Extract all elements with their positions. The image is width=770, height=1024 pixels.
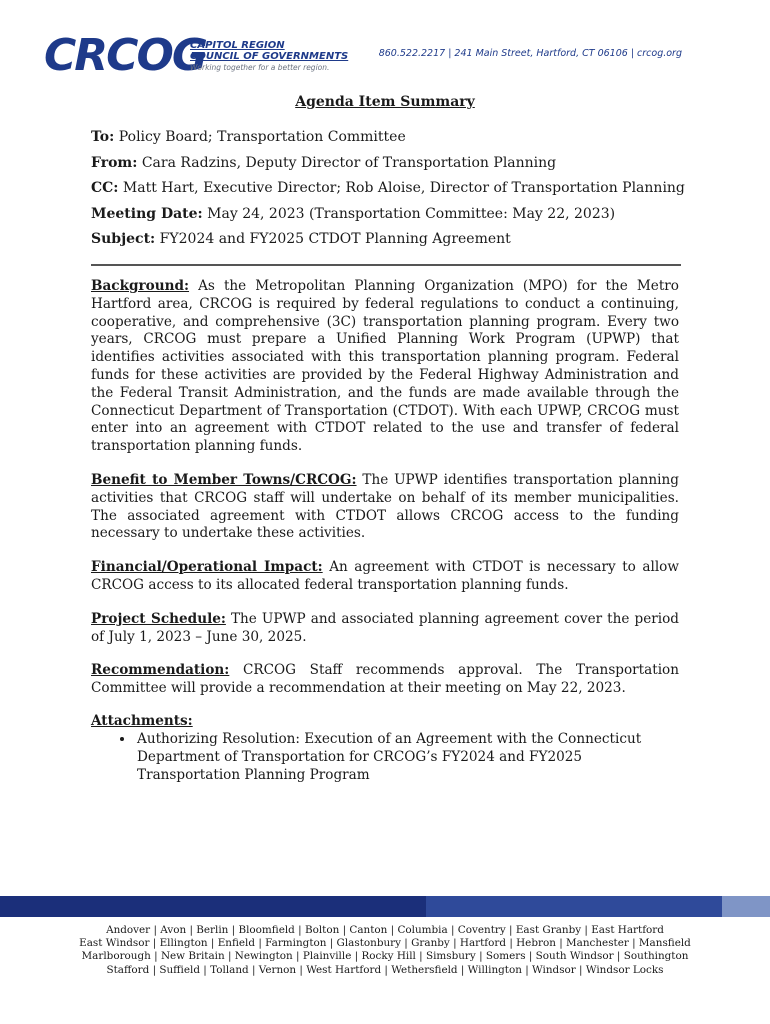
meta-label: Meeting Date:: [91, 205, 203, 222]
section-text: The UPWP identifies transportation planning activities that CRCOG staff will undertake on behalf of its member municipalities. The associated agreement with CTDOT allows CRCOG access to the funding necessary to undertake these activities.: [91, 471, 679, 542]
footer-bar-segment: [0, 896, 426, 917]
section-heading: Background:: [91, 278, 190, 294]
section-heading: Project Schedule:: [91, 610, 226, 627]
footer-bar-segment: [722, 896, 770, 917]
town-line: Andover | Avon | Berlin | Bloomfield | Bolton | Canton | Columbia | Coventry | East Granby | East Hartford: [106, 924, 664, 936]
section-background: [91, 278, 679, 456]
meta-label: From:: [91, 154, 138, 171]
meta-value: Matt Hart, Executive Director; Rob Aloise, Director of Transportation Planning: [122, 180, 685, 196]
meta-label: To:: [91, 129, 115, 145]
section-heading: Financial/Operational Impact:: [91, 559, 323, 576]
town-line: Stafford | Suffield | Tolland | Vernon | West Hartford | Wethersfield | Willington | Windsor | Windsor Locks: [106, 963, 664, 976]
header-divider: [91, 264, 681, 266]
logo-mark: CRCOG: [44, 30, 206, 81]
logo-line-1: CAPITOL REGION: [190, 40, 285, 51]
section-financial-impact: [91, 559, 679, 595]
town-line: East Windsor | Ellington | Enfield | Farmington | Glastonbury | Granby | Hartford | Hebron | Manchester | Mansfield: [79, 937, 691, 950]
logo-text: [190, 40, 349, 74]
section-heading: Recommendation:: [91, 662, 230, 679]
member-towns-list: [0, 924, 770, 977]
contact-info: 860.522.2217 | 241 Main Street, Hartford, CT 06106 | crcog.org: [378, 48, 682, 59]
footer-color-bar: [0, 896, 770, 917]
section-project-schedule: [91, 611, 679, 647]
meta-value: Policy Board; Transportation Committee: [118, 129, 406, 145]
document-title: Agenda Item Summary: [295, 94, 475, 110]
section-benefit: [91, 472, 679, 543]
section-text: An agreement with CTDOT is necessary to allow CRCOG access to its allocated federal transportation planning funds.: [91, 559, 680, 593]
town-line: Marlborough | New Britain | Newington | Plainville | Rocky Hill | Simsbury | Somers | South Windsor | Southington: [81, 950, 689, 963]
summary-body: [91, 278, 679, 784]
attachments-heading: Attachments:: [91, 712, 193, 729]
meta-meeting-date: [91, 202, 691, 228]
meta-cc: [91, 176, 691, 202]
footer-bar-segment: [426, 896, 722, 917]
meta-value: FY2024 and FY2025 CTDOT Planning Agreement: [159, 231, 511, 247]
meta-from: [91, 151, 691, 177]
meta-value: May 24, 2023 (Transportation Committee: May 22, 2023): [207, 205, 616, 222]
meta-subject: [91, 227, 691, 253]
section-text: The UPWP and associated planning agreement cover the period of July 1, 2023 – June 30, 2025.: [91, 610, 679, 645]
section-text: As the Metropolitan Planning Organization (MPO) for the Metro Hartford area, CRCOG is required by federal regulations to conduct a continuing, cooperative, and comprehensive (3C) transportation planning program. Every two years, CRCOG must prepare a Unified Planning Work Program (UPWP) that identifies activities associated with this transportation planning program. Federal funds for these activities are provided by the Federal Highway Administration and the Federal Transit Administration, and the funds are made available through the Connecticut Department of Transportation (CTDOT). With each UPWP, CRCOG must enter into an agreement with CTDOT related to the use and transfer of federal transportation planning funds.: [91, 278, 679, 455]
logo-line-2: COUNCIL OF GOVERNMENTS: [190, 51, 349, 62]
memo-header: [91, 125, 691, 253]
section-recommendation: [91, 662, 679, 698]
attachments-list: [91, 730, 679, 784]
attachment-item: • Authorizing Resolution: Execution of an Agreement with the Connecticut Department of Transportation for CRCOG’s FY2024 and FY2025 Transportation Planning Program: [135, 730, 679, 784]
logo-tagline: Working together for a better region.: [190, 63, 330, 72]
meta-value: Cara Radzins, Deputy Director of Transportation Planning: [141, 154, 557, 171]
section-text: CRCOG Staff recommends approval. The Transportation Committee will provide a recommendation at their meeting on May 22, 2023.: [91, 662, 679, 697]
meta-label: Subject:: [91, 231, 156, 247]
section-heading: Benefit to Member Towns/CRCOG:: [91, 471, 357, 488]
meta-label: CC:: [91, 180, 119, 196]
meta-to: [91, 125, 691, 151]
